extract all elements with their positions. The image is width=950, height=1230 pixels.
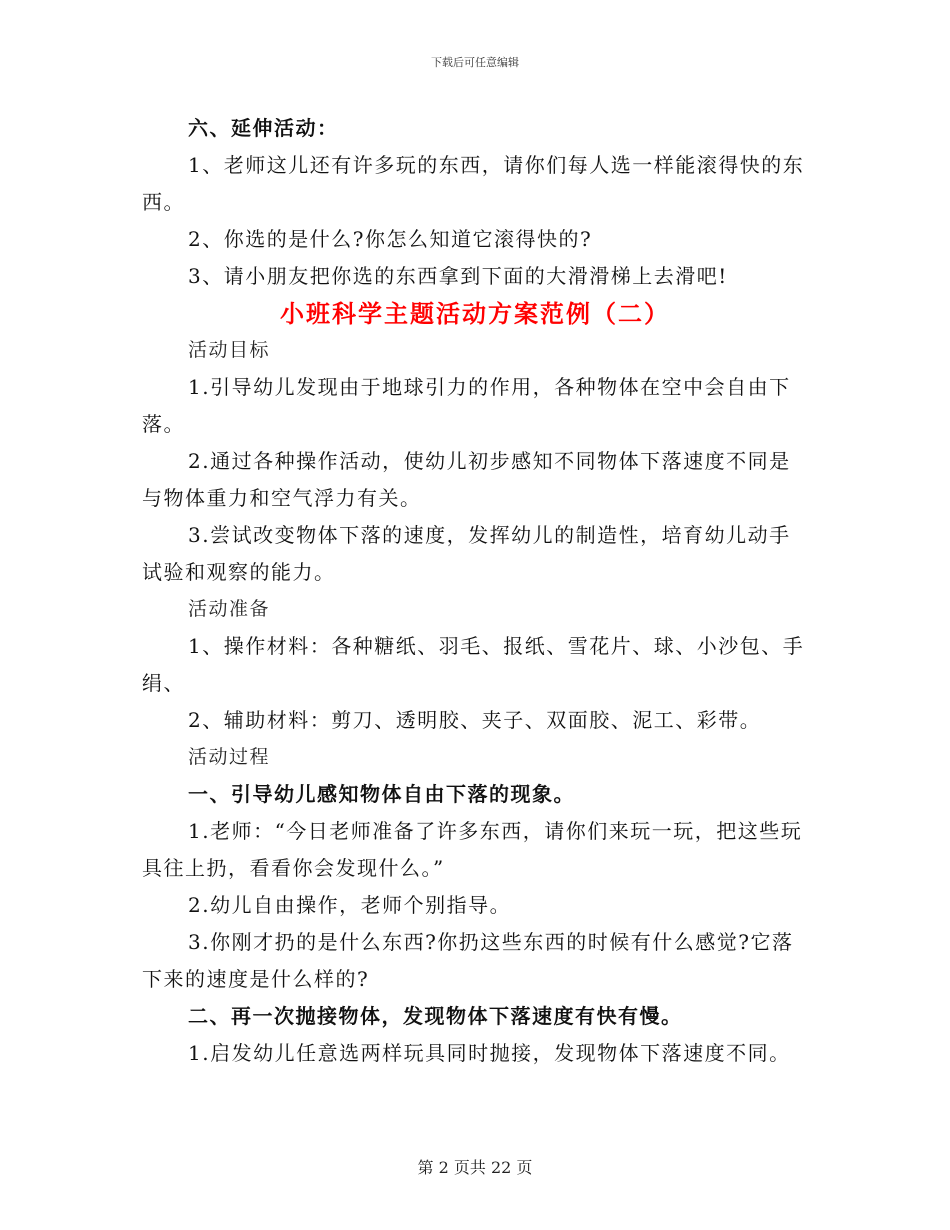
paragraph: 1.老师：“今日老师准备了许多东西，请你们来玩一玩，把这些玩具往上扔，看看你会发现什么。” <box>142 819 803 880</box>
subheading-goals: 活动目标 <box>188 339 271 361</box>
subheading-process: 活动过程 <box>188 746 271 768</box>
paragraph: 3.尝试改变物体下落的速度，发挥幼儿的制造性，培育幼儿动手试验和观察的能力。 <box>142 523 791 584</box>
paragraph: 3、请小朋友把你选的东西拿到下面的大滑滑梯上去滑吧! <box>188 264 728 288</box>
page-header-note: 下载后可任意编辑 <box>431 56 519 69</box>
subheading-preparation: 活动准备 <box>188 598 271 620</box>
paragraph: 3.你刚才扔的是什么东西?你扔这些东西的时候有什么感觉?它落下来的速度是什么样的? <box>142 930 794 991</box>
document-body <box>142 110 808 1072</box>
paragraph: 1.引导幼儿发现由于地球引力的作用，各种物体在空中会自由下落。 <box>142 375 791 436</box>
paragraph: 2、你选的是什么?你怎么知道它滚得快的? <box>188 227 593 251</box>
section-heading-two: 二、再一次抛接物体，发现物体下落速度有快有慢。 <box>188 1004 683 1028</box>
paragraph: 2、辅助材料：剪刀、透明胶、夹子、双面胶、泥工、彩带。 <box>188 708 762 732</box>
paragraph: 2.通过各种操作活动，使幼儿初步感知不同物体下落速度不同是与物体重力和空气浮力有关。 <box>142 449 791 510</box>
paragraph: 1、操作材料：各种糖纸、羽毛、报纸、雪花片、球、小沙包、手绢、 <box>142 634 805 695</box>
section-heading-extension: 六、延伸活动： <box>188 116 339 140</box>
paragraph: 1、老师这儿还有许多玩的东西，请你们每人选一样能滚得快的东西。 <box>142 153 805 214</box>
section-heading-one: 一、引导幼儿感知物体自由下落的现象。 <box>188 782 575 806</box>
paragraph: 2.幼儿自由操作，老师个别指导。 <box>188 893 512 917</box>
paragraph: 1.启发幼儿任意选两样玩具同时抛接，发现物体下落速度不同。 <box>188 1041 791 1065</box>
page-number: 第 2 页共 22 页 <box>417 1158 533 1177</box>
document-title: 小班科学主题活动方案范例（二） <box>280 299 670 328</box>
